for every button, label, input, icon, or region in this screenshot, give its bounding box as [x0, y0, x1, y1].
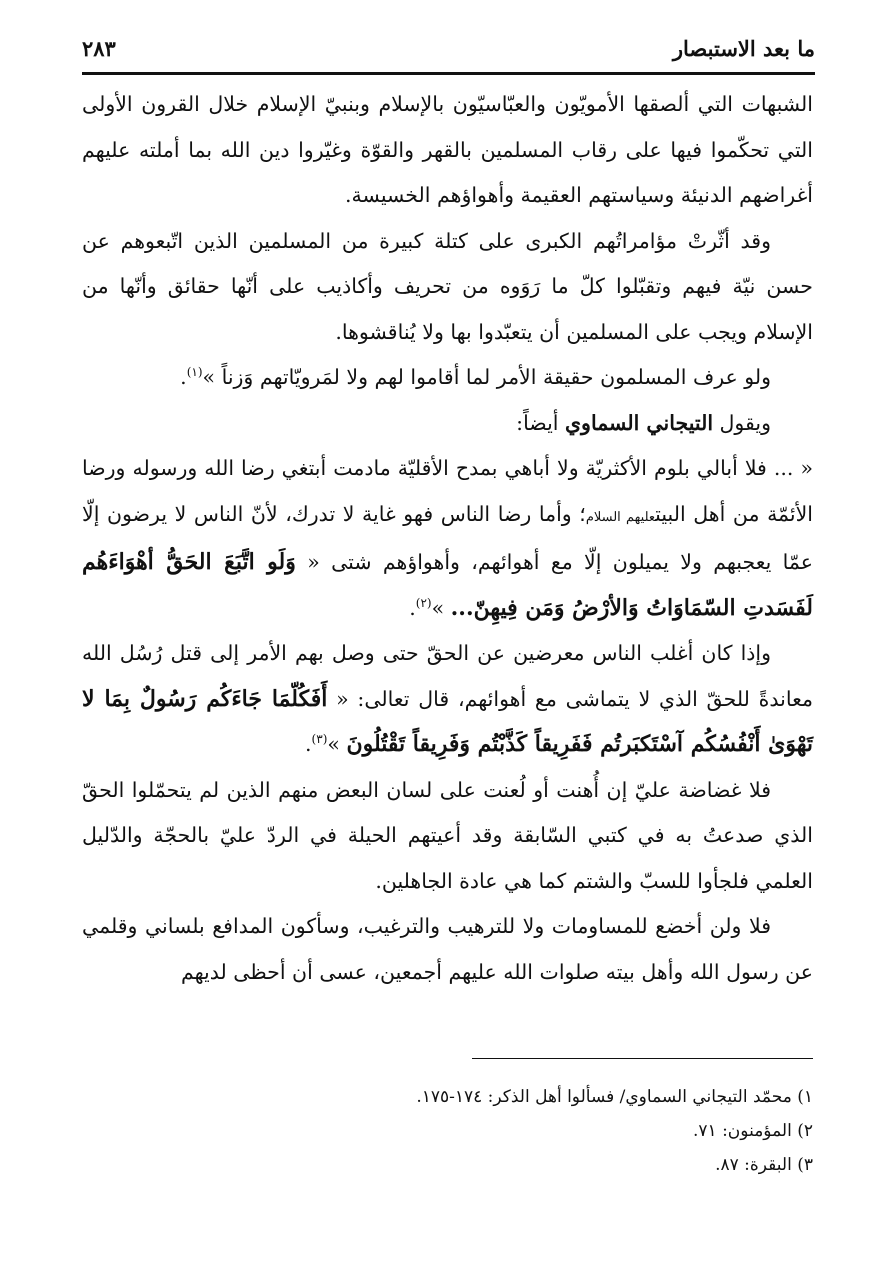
- paragraph-4-pre: ويقول: [713, 410, 771, 435]
- quote-text-b: ؛ وأما رضا الناس فهو غاية لا تدرك، لأنّ الناس لا يرضون إلّا عمّا يعجبهم ولا يميلون إلّا مع أهوائهم، وأهواؤهم شتى «: [82, 501, 813, 574]
- main-text: [82, 82, 813, 995]
- footnote-ref-1[interactable]: (١): [186, 365, 203, 380]
- quran-verse-2: أَفَكُلّمَا جَاءَكُم رَسُولٌ بِمَا لا تَهْوَىٰ أَنْفُسُكُم آسْتَكبَرتُم فَفَرِيقاً كَذَّبْتُم وَفَرِيقاً تَقْتُلُونَ: [82, 685, 813, 757]
- paragraph-2: وقد أثّرتْ مؤامراتُهم الكبرى على كتلة كبيرة من المسلمين الذين اتّبعوهم عن حسن نيّة فيهم وتقبّلوا كلّ ما رَوَوه من تحريف وأكاذيب على أنّها حقائق وأنّها من الإسلام ويجب على المسلمين أن يتعبّدوا بها ولا يُناقشوها.: [82, 228, 813, 344]
- footnote-ref-3[interactable]: (٣): [311, 732, 328, 747]
- paragraph-3-end: .: [180, 365, 187, 389]
- paragraph-7: فلا غضاضة عليّ إن أُهنت أو لُعنت على لسان البعض منهم الذين لم يتحمّلوا الحقّ الذي صدعتُ به في كتبي السّابقة وقد أعيتهم الحيلة في الردّ عليّ بالحجّة والدّليل العلمي فلجأوا للسبّ والشتم كما هي عادة الجاهلين.: [82, 777, 813, 893]
- paragraph-6: [82, 631, 813, 768]
- quote-end: .: [409, 595, 416, 620]
- paragraph-4: [82, 401, 813, 447]
- paragraph-4-post: أيضاً:: [516, 410, 566, 435]
- quran-verse-1: وَلَو اتَّبَعَ الحَقُّ أهْوَاءَهُم لَفَسَدتِ السّمَاوَاتُ وَالأرْضُ وَمَن فِيهِنّ...: [82, 549, 813, 621]
- honorific-glyph: عليهم السلام: [585, 509, 656, 525]
- quote-text-a: « ... فلا أبالي بلوم الأكثريّة ولا أباهي بمدح الأقليّة مادمت أبتغي رضا الله ورسوله ورضا الأئمّة من أهل البيت: [82, 456, 813, 526]
- footnote-2: ٢) المؤمنون: ٧١.: [693, 1121, 813, 1141]
- paragraph-5-quote: [82, 446, 813, 631]
- footnote-3: ٣) البقرة: ٨٧.: [715, 1155, 813, 1175]
- paragraph-6-b: »: [327, 732, 347, 756]
- page-number: ٢٨٣: [82, 35, 116, 61]
- header-rule: [82, 72, 815, 75]
- footnote-rule: [472, 1058, 813, 1059]
- footnotes: [82, 1080, 813, 1182]
- paragraph-1: الشبهات التي ألصقها الأمويّون والعبّاسيّون بالإسلام وبنبيّ الإسلام خلال القرون الأولى التي تحكّموا فيها على رقاب المسلمين بالقهر والقوّة وغيّروا دين الله بما أملته عليهم أغراضهم الدنيئة وسياستهم العقيمة وأهواؤهم الخسيسة.: [82, 92, 813, 207]
- quote-text-c: »: [431, 595, 451, 620]
- paragraph-6-a: وإذا كان أغلب الناس معرضين عن الحقّ حتى وصل بهم الأمر إلى قتل رُسُل الله معاندةً للحقّ الذي لا يتماشى مع أهوائهم، قال تعالى: «: [82, 641, 813, 711]
- footnote-ref-2[interactable]: (٢): [415, 595, 432, 610]
- footnote-1: ١) محمّد التيجاني السماوي/ فسألوا أهل الذكر: ١٧٤-١٧٥.: [416, 1087, 813, 1107]
- chapter-title: ما بعد الاستبصار: [672, 35, 815, 61]
- author-name: التيجاني السماوي: [565, 410, 714, 435]
- running-header: [82, 28, 815, 68]
- paragraph-3-text: ولو عرف المسلمون حقيقة الأمر لما أقاموا لهم ولا لمَرويّاتهم وَزناً »: [202, 365, 771, 389]
- paragraph-6-end: .: [305, 732, 312, 756]
- paragraph-8: فلا ولن أخضع للمساومات ولا للترهيب والترغيب، وسأكون المدافع بلساني وقلمي عن رسول الله وأهل بيته صلوات الله عليهم أجمعين، عسى أن أحظى لديهم: [82, 914, 813, 984]
- paragraph-3: [82, 355, 813, 401]
